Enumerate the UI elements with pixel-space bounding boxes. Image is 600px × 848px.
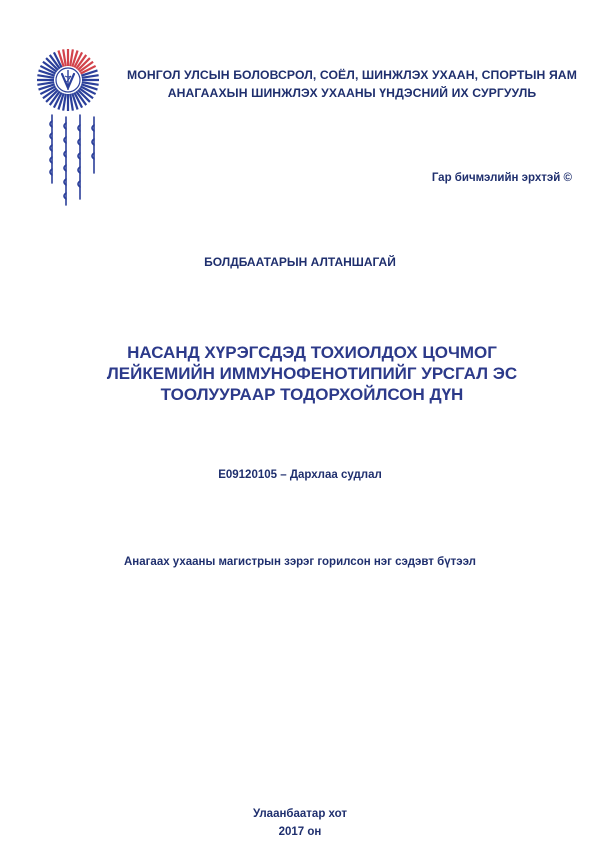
university-name: АНАГААХЫН ШИНЖЛЭХ УХААНЫ ҮНДЭСНИЙ ИХ СУРГУУЛЬ	[167, 86, 537, 100]
author-name: БОЛДБААТАРЫН АЛТАНШАГАЙ	[204, 255, 396, 269]
program-code: E09120105 – Дархлаа судлал	[218, 469, 382, 481]
city: Улаанбаатар хот	[252, 808, 348, 820]
thesis-title-line: ТООЛУУРААР ТОДОРХОЙЛСОН ДҮН	[160, 385, 464, 404]
copyright-notice: Гар бичмэлийн эрхтэй ©	[431, 172, 572, 184]
university-emblem-icon	[36, 48, 100, 112]
year: 2017 он	[278, 826, 322, 838]
thesis-title-line: НАСАНД ХҮРЭГСДЭД ТОХИОЛДОХ ЦОЧМОГ	[127, 343, 497, 362]
mongolian-script-icon	[44, 113, 104, 208]
ministry-header	[112, 66, 592, 102]
thesis-title	[60, 342, 564, 405]
degree-statement: Анагаах ухааны магистрын зэрэг горилсон нэг сэдэвт бүтээл	[123, 556, 476, 568]
ministry-name: МОНГОЛ УЛСЫН БОЛОВСРОЛ, СОЁЛ, ШИНЖЛЭХ УХААН, СПОРТЫН ЯАМ	[127, 68, 577, 82]
thesis-title-line: ЛЕЙКЕМИЙН ИММУНОФЕНОТИПИЙГ УРСГАЛ ЭС	[106, 364, 518, 383]
place-and-year	[0, 805, 600, 841]
